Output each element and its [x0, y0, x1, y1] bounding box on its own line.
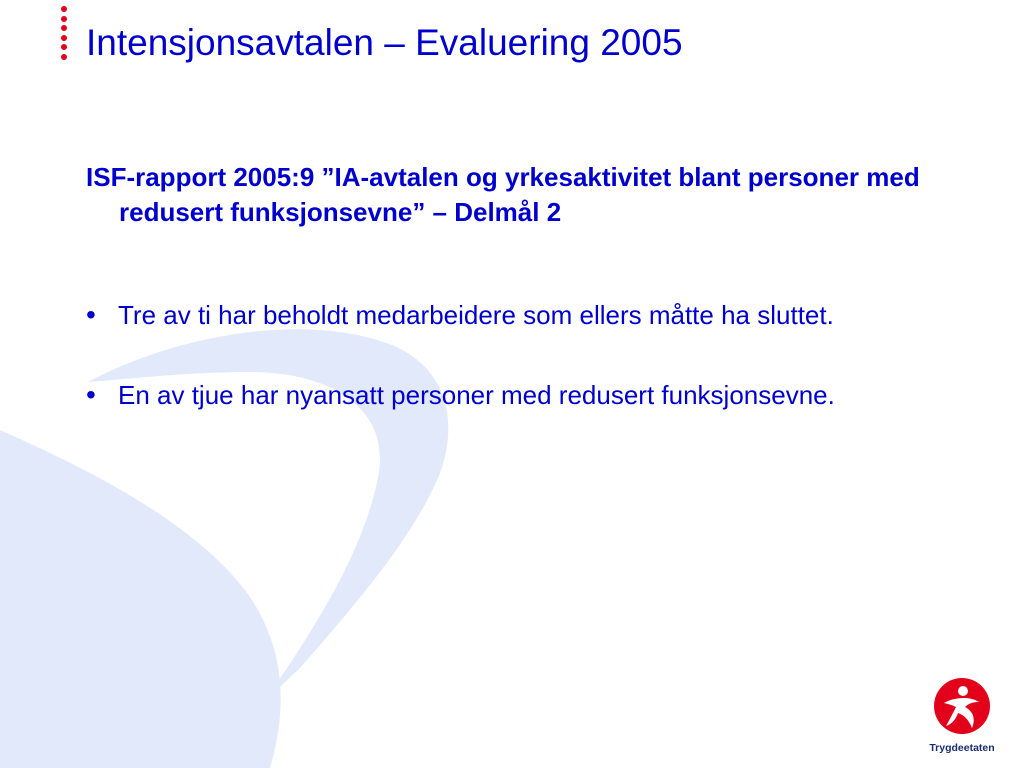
bullet-marker: • — [86, 299, 96, 330]
report-heading: ISF-rapport 2005:9 ”IA-avtalen og yrkesaktivitet blant personer med redusert funksjonsevne” – Delmål 2 — [86, 162, 920, 227]
bullet-text: En av tjue har nyansatt personer med redusert funksjonsevne. — [118, 380, 835, 410]
decorative-dot-column — [61, 6, 69, 63]
logo-wordmark: Trygdeetaten — [929, 742, 995, 754]
trygdeetaten-logo — [918, 676, 1006, 754]
bullet-item — [86, 296, 966, 334]
bullet-item — [86, 376, 966, 414]
bullet-text: Tre av ti har beholdt medarbeidere som ellers måtte ha sluttet. — [118, 300, 834, 330]
bullet-marker: • — [86, 379, 96, 410]
trygdeetaten-emblem-icon — [932, 676, 992, 736]
swirl-lower-blade — [0, 430, 281, 768]
bullet-list — [86, 296, 966, 456]
slide-title: Intensjonsavtalen – Evaluering 2005 — [86, 22, 683, 63]
